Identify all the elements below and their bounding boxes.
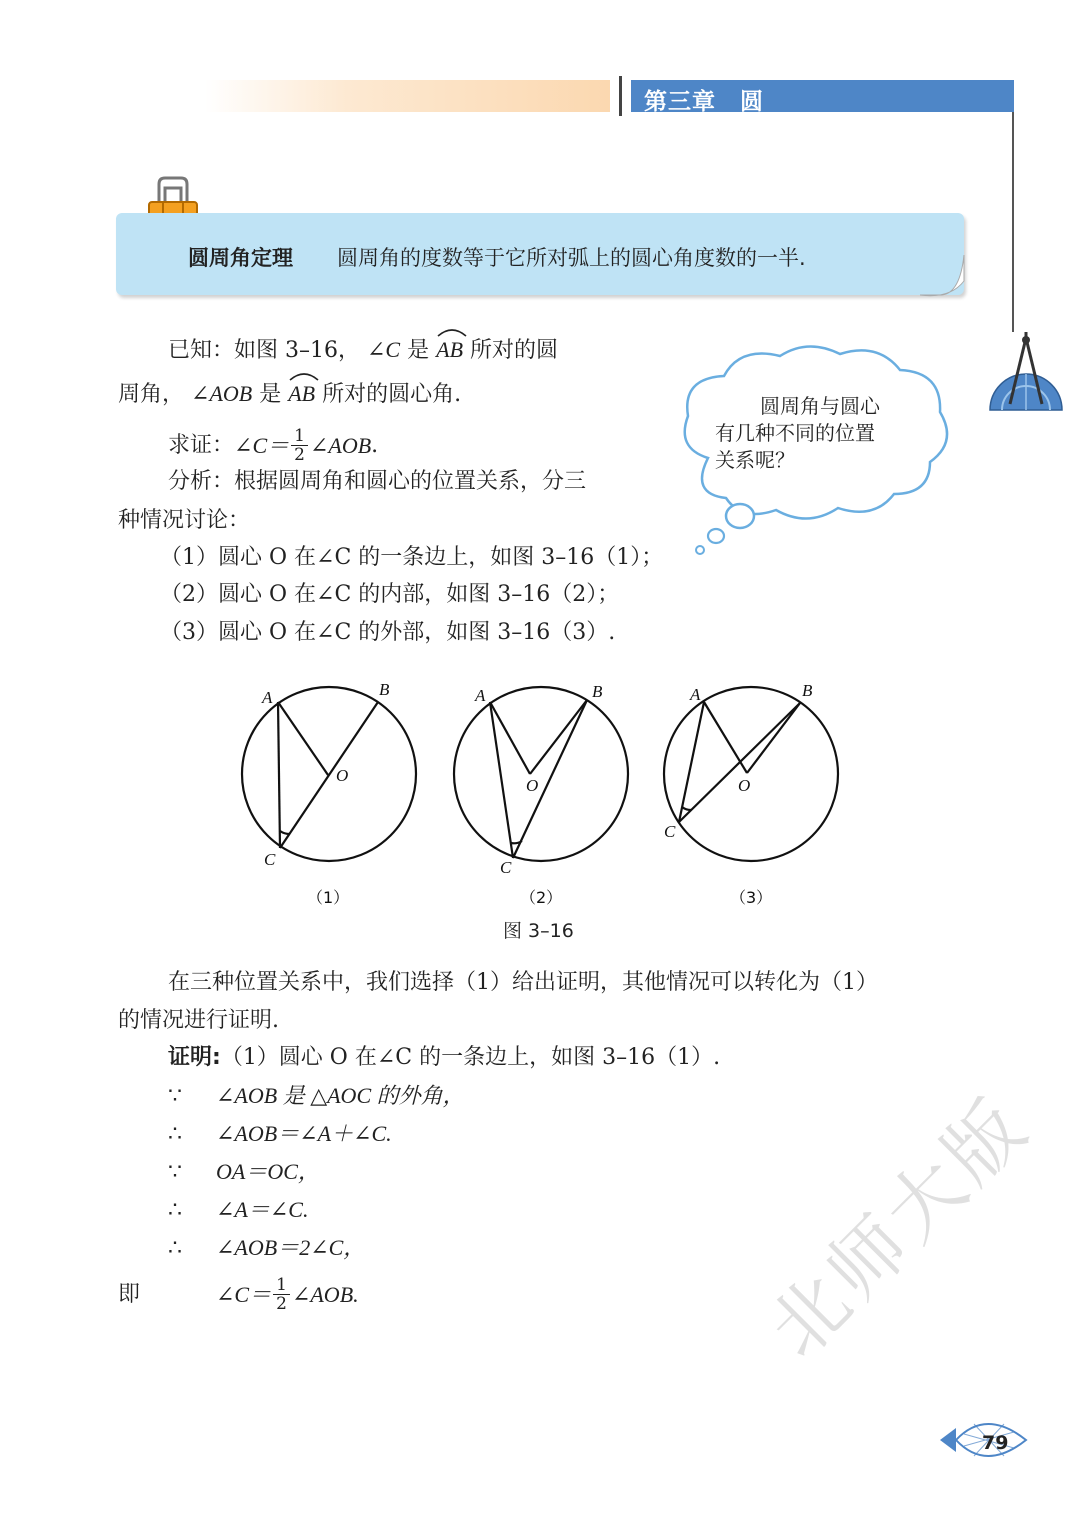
page-curl-decor <box>920 255 968 299</box>
proof-head: （1）圆心 O 在∠C 的一条边上，如图 3–16（1）. <box>220 1045 721 1070</box>
fraction-denominator: 2 <box>276 1294 287 1314</box>
therefore-symbol: ∴ <box>168 1236 182 1261</box>
because-symbol: ∵ <box>168 1084 182 1109</box>
label-b-1: B <box>379 680 390 699</box>
prove-line: 求证： ∠C＝ $\frac{1}{2}$ ∠AOB . <box>168 426 379 465</box>
sub-label-3: （3） <box>730 888 773 907</box>
label-a-3: A <box>690 685 701 704</box>
arc-ab <box>436 335 463 365</box>
label-c-3: C <box>664 822 676 841</box>
angle-aob: ∠AOB <box>191 381 253 406</box>
proof-final-line <box>216 1276 359 1313</box>
proof-final-sym: 即 <box>118 1282 141 1307</box>
fraction-half <box>273 1276 290 1313</box>
angle-c-eq: ∠C＝ <box>216 1281 272 1307</box>
because-symbol: ∵ <box>168 1160 182 1185</box>
given-text: 已知：如图 3–16， <box>168 338 360 363</box>
label-c-2: C <box>500 858 512 877</box>
margin-rule <box>1012 112 1014 332</box>
case-1: （1）圆心 O 在∠C 的一条边上，如图 3–16（1）； <box>160 545 664 570</box>
chapter-title: 第三章 圆 <box>644 89 764 115</box>
therefore-symbol: ∴ <box>168 1122 182 1147</box>
figure-caption: 图 3–16 <box>503 920 574 942</box>
fraction-half <box>291 427 308 464</box>
fraction-denominator: 2 <box>294 445 305 465</box>
proof-step-3 <box>168 1157 320 1188</box>
thought-cloud <box>668 338 960 560</box>
given-text: 周角， <box>118 382 185 407</box>
arc-ab-label: AB <box>436 337 464 362</box>
sub-label-1: （1） <box>307 888 350 907</box>
proof-step-4 <box>168 1195 308 1226</box>
prove-label: 求证： <box>168 432 235 458</box>
given-text: 所对的圆 <box>470 338 559 363</box>
header-separator <box>619 76 622 116</box>
cloud-text-1: 圆周角与圆心 <box>760 394 880 418</box>
proof-step-1 <box>168 1081 465 1112</box>
proof-intro-1: 在三种位置关系中，我们选择（1）给出证明，其他情况可以转化为（1） <box>168 970 878 995</box>
arc-ab <box>288 379 315 409</box>
fraction-numerator: 1 <box>291 427 308 446</box>
header-decor-strip <box>205 80 610 112</box>
proof-label: 证明: <box>168 1045 221 1070</box>
label-a-2: A <box>475 686 486 705</box>
sub-label-2: （2） <box>520 888 563 907</box>
analysis-line-1: 分析：根据圆周角和圆心的位置关系，分三 <box>168 469 587 494</box>
label-o-1: O <box>336 766 349 785</box>
proof-step-5 <box>168 1233 365 1264</box>
fraction-numerator: 1 <box>273 1276 290 1295</box>
label-o-2: O <box>526 776 539 795</box>
circle-2 <box>454 687 628 861</box>
case-2: （2）圆心 O 在∠C 的内部，如图 3–16（2）； <box>160 582 620 607</box>
label-o-3: O <box>738 776 751 795</box>
cloud-text-2: 有几种不同的位置 <box>715 421 875 445</box>
watermark: 北师大版 <box>751 1079 1047 1375</box>
figure-3-16 <box>230 675 850 910</box>
angle-c-eq: ∠C＝ <box>234 432 290 458</box>
label-a-1: A <box>262 688 273 707</box>
proof-intro-2: 的情况进行证明. <box>118 1008 279 1033</box>
step-text: ∠A＝∠C. <box>216 1197 309 1222</box>
label-c-1: C <box>264 850 276 869</box>
theorem-text: 圆周角的度数等于它所对弧上的圆心角度数的一半. <box>337 246 806 270</box>
compass-icon <box>980 332 1070 414</box>
case-3: （3）圆心 O 在∠C 的外部，如图 3–16（3）. <box>160 620 616 645</box>
label-b-2: B <box>592 682 603 701</box>
angle-c: ∠C <box>367 337 401 362</box>
proof-head-line <box>168 1043 720 1073</box>
arc-ab-label: AB <box>288 381 316 406</box>
given-line-2 <box>118 379 461 410</box>
given-text: 所对的圆心角. <box>322 382 462 407</box>
given-text: 是 <box>407 338 430 363</box>
step-text: OA＝OC， <box>216 1159 320 1184</box>
analysis-line-2: 种情况讨论： <box>118 508 251 533</box>
step-text: ∠AOB＝∠A＋∠C. <box>216 1121 392 1146</box>
proof-step-2 <box>168 1119 392 1150</box>
step-text: ∠AOB 是 △AOC 的外角， <box>216 1083 465 1108</box>
page-number: 79 <box>982 1432 1009 1454</box>
angle-aob: ∠AOB <box>309 432 372 458</box>
given-line-1 <box>168 335 558 366</box>
step-text: ∠AOB＝2∠C， <box>216 1235 366 1260</box>
theorem-title: 圆周角定理 <box>188 246 293 270</box>
therefore-symbol: ∴ <box>168 1198 182 1223</box>
label-b-3: B <box>802 681 813 700</box>
final-tail: ∠AOB. <box>291 1281 359 1307</box>
given-text: 是 <box>259 382 282 407</box>
cloud-text-3: 关系呢？ <box>715 448 795 472</box>
